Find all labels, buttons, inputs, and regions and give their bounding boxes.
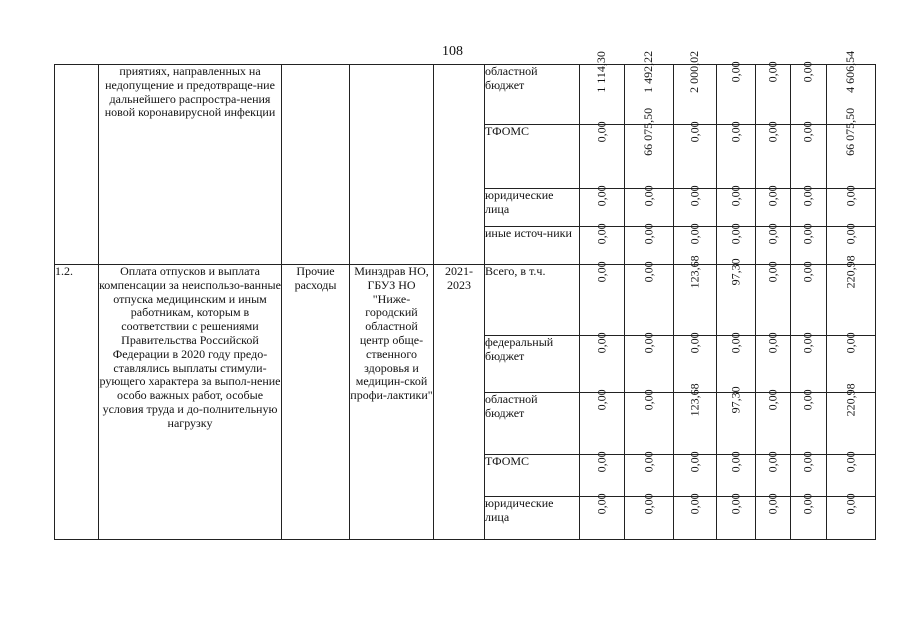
amount-value: 0,00 [594,223,609,245]
amount-value: 0,00 [641,389,656,411]
amount-cell [756,121,791,189]
amount-value: 0,00 [728,61,743,83]
amount-cell [674,121,717,189]
table-row [55,65,876,125]
amount-cell [625,223,674,265]
amount-cell [827,493,876,540]
amount-cell [674,451,717,497]
amount-value: 0,00 [765,185,780,207]
amount-value: 0,00 [800,223,815,245]
amount-value: 0,00 [765,493,780,515]
amount-value: 1 492,22 [641,50,656,93]
amount-cell [791,185,827,227]
amount-value: 0,00 [843,451,858,473]
amount-value: 0,00 [594,389,609,411]
amount-value: 123,68 [687,255,702,289]
amount-value: 0,00 [594,493,609,515]
amount-value: 0,00 [765,121,780,143]
amount-value: 0,00 [765,332,780,354]
amount-value: 0,00 [728,121,743,143]
funding-source: юридические лица [485,189,580,227]
amount-cell [791,451,827,497]
amount-value: 0,00 [765,451,780,473]
item-description: Оплата отпусков и выплата компенсации за неиспользо-ванные отпуска медицинским и иным работникам, которым в соответствии с решениями Правительства Российской Федерации в 2020 году предо-ставлялись выплаты стимули-рующего характера за выпол-нение особо важных работ, особые условия труда и до-полнительную нагрузку [99,265,282,540]
amount-cell [625,493,674,540]
amount-value: 0,00 [687,185,702,207]
amount-cell [625,332,674,393]
amount-cell [625,389,674,455]
amount-value: 0,00 [641,332,656,354]
amount-value: 0,00 [728,185,743,207]
funding-source: федеральный бюджет [485,336,580,393]
amount-value: 0,00 [594,121,609,143]
amount-cell [625,185,674,227]
amount-value: 0,00 [843,332,858,354]
item-number [55,65,99,265]
amount-value: 220,98 [843,255,858,289]
amount-cell [580,451,625,497]
funding-source: Всего, в т.ч. [485,265,580,336]
amount-cell [827,185,876,227]
amount-cell [717,386,756,455]
amount-cell [717,332,756,393]
period [434,65,485,265]
amount-value: 0,00 [800,451,815,473]
amount-cell [756,261,791,336]
amount-value: 0,00 [728,451,743,473]
amount-value: 0,00 [800,332,815,354]
amount-value: 0,00 [641,451,656,473]
amount-cell [580,261,625,336]
amount-cell [756,493,791,540]
amount-value: 0,00 [594,261,609,283]
amount-value: 0,00 [728,493,743,515]
amount-value: 0,00 [641,185,656,207]
amount-cell [827,255,876,336]
amount-value: 220,98 [843,383,858,417]
amount-cell [827,383,876,455]
amount-cell [625,107,674,189]
funding-source: ТФОМС [485,125,580,189]
amount-cell [580,121,625,189]
amount-cell [580,332,625,393]
funding-source: областной бюджет [485,65,580,125]
amount-value: 0,00 [765,261,780,283]
amount-cell [756,223,791,265]
amount-value: 0,00 [843,185,858,207]
amount-cell [717,61,756,125]
amount-cell [674,185,717,227]
amount-cell [791,261,827,336]
amount-cell [791,493,827,540]
amount-cell [717,493,756,540]
amount-cell [674,255,717,336]
amount-cell [717,258,756,336]
amount-value: 0,00 [843,493,858,515]
amount-value: 97,30 [728,386,743,414]
table-row [55,265,876,336]
amount-value: 0,00 [800,61,815,83]
amount-cell [580,493,625,540]
amount-cell [580,51,625,125]
amount-cell [756,451,791,497]
amount-value: 123,68 [687,383,702,417]
expense-type [282,65,350,265]
amount-value: 66 075,50 [843,107,858,156]
amount-value: 0,00 [765,223,780,245]
amount-value: 0,00 [641,493,656,515]
amount-value: 0,00 [687,223,702,245]
amount-cell [580,389,625,455]
amount-value: 0,00 [687,451,702,473]
amount-value: 0,00 [765,61,780,83]
amount-cell [791,223,827,265]
amount-value: 97,30 [728,258,743,286]
amount-cell [580,223,625,265]
funding-source: областной бюджет [485,393,580,455]
amount-value: 0,00 [800,261,815,283]
amount-value: 0,00 [800,121,815,143]
amount-cell [791,121,827,189]
amount-cell [674,383,717,455]
amount-cell [717,185,756,227]
amount-value: 2 000,02 [687,50,702,93]
amount-cell [756,185,791,227]
funding-source: иные источ-ники [485,227,580,265]
page-number: 108 [442,44,463,59]
item-number: 1.2. [55,265,99,540]
amount-cell [791,332,827,393]
amount-value: 0,00 [728,332,743,354]
amount-cell [717,451,756,497]
amount-value: 0,00 [641,223,656,245]
amount-value: 1 114,30 [594,51,609,93]
amount-value: 0,00 [687,121,702,143]
period: 2021-2023 [434,265,485,540]
amount-value: 66 075,50 [641,107,656,156]
amount-cell [827,451,876,497]
amount-value: 0,00 [728,223,743,245]
item-description: приятиях, направленных на недопущение и предотвраще-ние дальнейшего распростра-нения новой коронавирусной инфекции [99,65,282,265]
amount-value: 0,00 [765,389,780,411]
amount-cell [791,389,827,455]
funding-source: юридические лица [485,497,580,540]
amount-cell [756,332,791,393]
amount-value: 0,00 [594,332,609,354]
amount-cell [674,493,717,540]
amount-cell [625,451,674,497]
amount-cell [580,185,625,227]
funding-source: ТФОМС [485,455,580,497]
executor [350,65,434,265]
amount-value: 4 606,54 [843,50,858,93]
amount-cell [756,61,791,125]
amount-value: 0,00 [687,332,702,354]
amount-cell [717,121,756,189]
amount-cell [756,389,791,455]
expense-type: Прочие расходы [282,265,350,540]
amount-value: 0,00 [641,261,656,283]
amount-value: 0,00 [687,493,702,515]
amount-cell [674,50,717,125]
amount-value: 0,00 [800,389,815,411]
amount-value: 0,00 [800,493,815,515]
executor: Минздрав НО, ГБУЗ НО "Ниже-городский областной центр обще-ственного здоровья и медицин-ской профи-лактики" [350,265,434,540]
amount-value: 0,00 [800,185,815,207]
amount-value: 0,00 [594,451,609,473]
amount-cell [625,261,674,336]
amount-value: 0,00 [594,185,609,207]
amount-cell [791,61,827,125]
amount-value: 0,00 [843,223,858,245]
amount-cell [827,107,876,189]
